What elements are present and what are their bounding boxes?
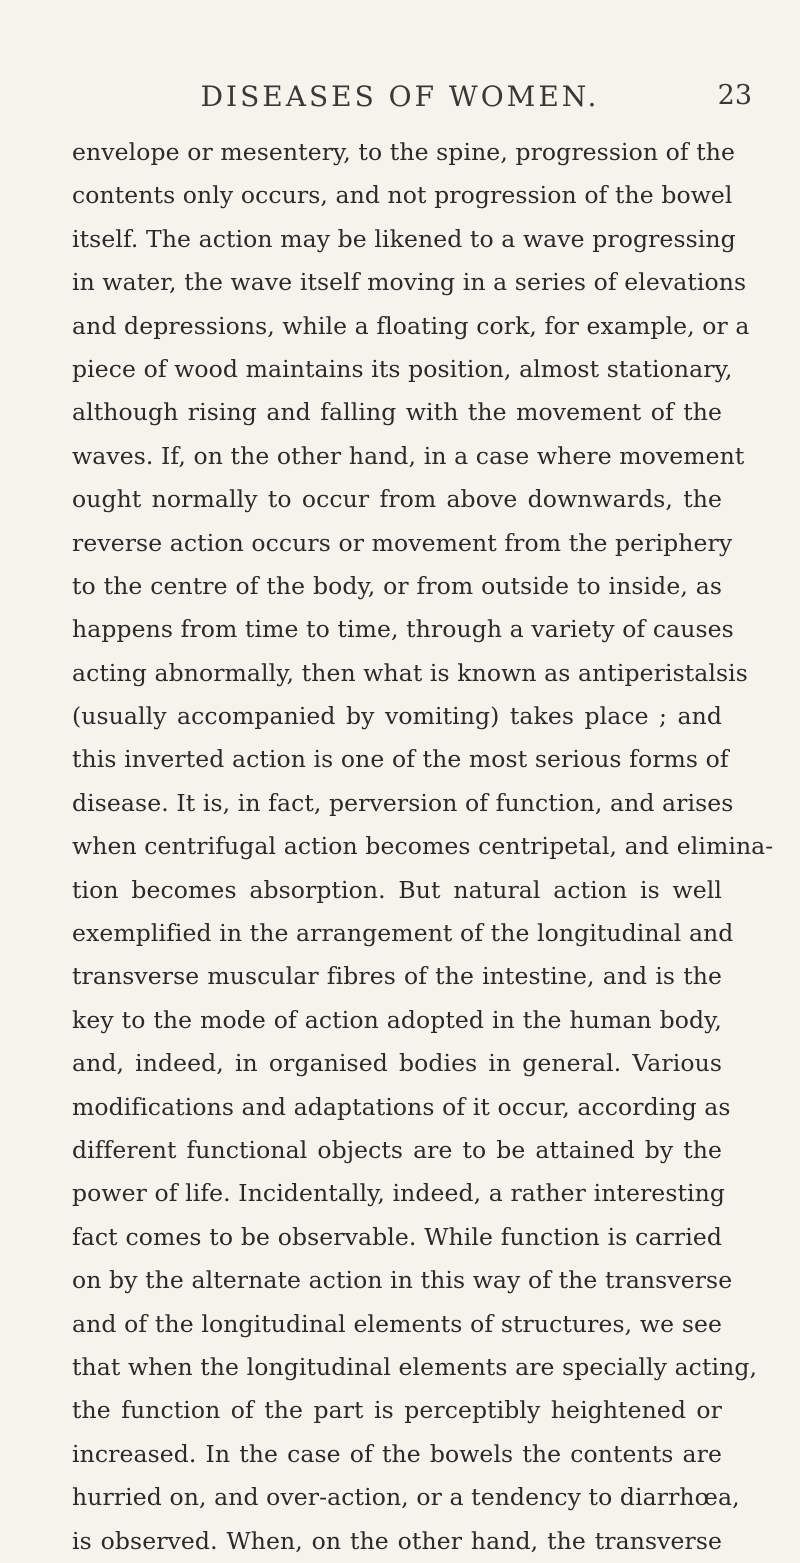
text-line: and of the longitudinal elements of structures, we see [72, 1309, 722, 1338]
running-head-title: DISEASES OF WOMEN. [200, 80, 600, 113]
text-line: and, indeed, in organised bodies in general. Various [72, 1049, 722, 1078]
text-line: the function of the part is perceptibly heightened or [72, 1396, 722, 1425]
text-line: different functional objects are to be attained by the [72, 1135, 722, 1164]
text-line: piece of wood maintains its position, almost stationary, [72, 354, 733, 383]
text-line: modifications and adaptations of it occur, according as [72, 1092, 731, 1121]
text-line: in water, the wave itself moving in a series of elevations [72, 268, 747, 297]
text-line: transverse muscular fibres of the intestine, and is the [72, 962, 722, 991]
text-line: exemplified in the arrangement of the longitudinal and [72, 919, 734, 948]
text-line: although rising and falling with the movement of the [72, 398, 722, 427]
text-line: itself. The action may be likened to a wave progressing [72, 224, 736, 253]
body-text [72, 131, 774, 1563]
text-line: hurried on, and over-action, or a tendency to diarrhœa, [72, 1483, 740, 1512]
text-line: increased. In the case of the bowels the contents are [72, 1439, 722, 1468]
text-line: on by the alternate action in this way of the transverse [72, 1266, 733, 1295]
text-line: ought normally to occur from above downwards, the [72, 485, 722, 514]
running-head [0, 80, 800, 120]
text-line: and depressions, while a floating cork, for example, or a [72, 311, 750, 340]
text-line: contents only occurs, and not progression of the bowel [72, 181, 733, 210]
page-number: 23 [717, 80, 752, 111]
text-line: fact comes to be observable. While function is carried [72, 1222, 722, 1251]
text-line: envelope or mesentery, to the spine, progression of the [72, 138, 736, 166]
text-line: when centrifugal action becomes centripetal, and elimina- [72, 832, 774, 861]
text-line: reverse action occurs or movement from the periphery [72, 528, 733, 557]
text-line: waves. If, on the other hand, in a case where movement [72, 441, 745, 470]
text-line: to the centre of the body, or from outside to inside, as [72, 571, 722, 600]
text-line: tion becomes absorption. But natural action is well [72, 875, 722, 904]
text-line: (usually accompanied by vomiting) takes place ; and [72, 702, 722, 731]
text-line: that when the longitudinal elements are specially acting, [72, 1352, 758, 1381]
text-line: disease. It is, in fact, perversion of function, and arises [72, 788, 734, 817]
text-line: acting abnormally, then what is known as antiperistalsis [72, 658, 748, 687]
text-line: is observed. When, on the other hand, the transverse [72, 1526, 722, 1555]
text-line: this inverted action is one of the most serious forms of [72, 745, 729, 774]
text-line: happens from time to time, through a variety of causes [72, 615, 734, 644]
text-line: key to the mode of action adopted in the human body, [72, 1005, 722, 1034]
text-line: power of life. Incidentally, indeed, a rather interesting [72, 1179, 726, 1208]
